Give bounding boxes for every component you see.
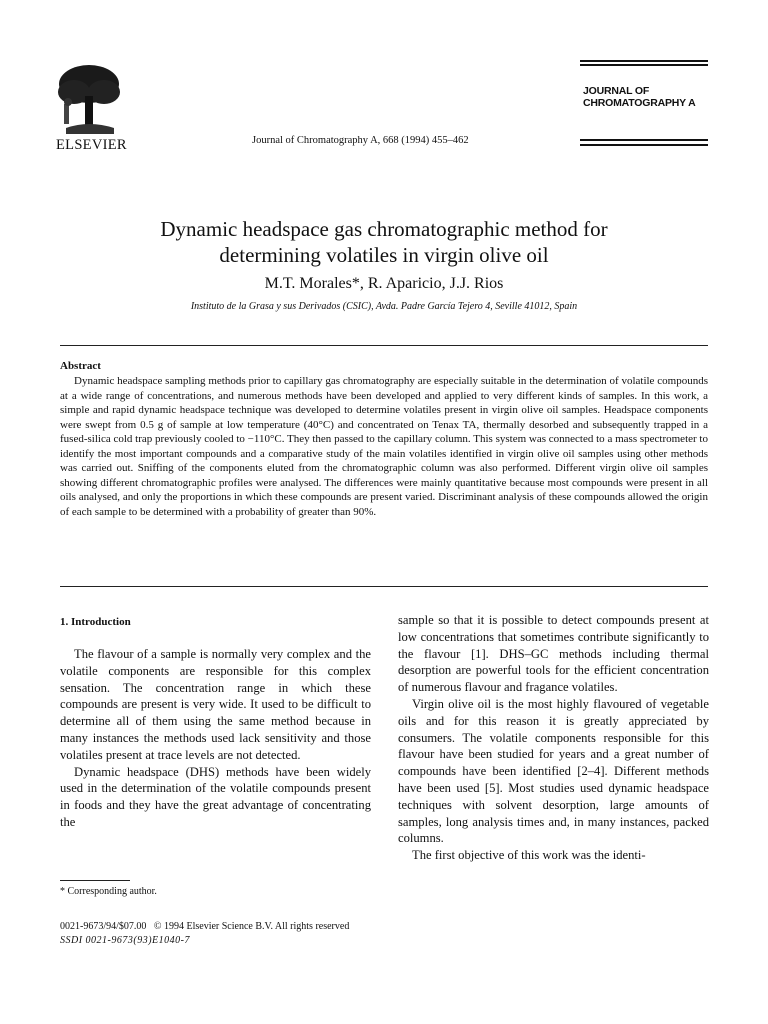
intro-paragraph-1: The flavour of a sample is normally very complex and the volatile components are responsible for this complex sensation. The concentration range in which these compounds are present is very wide. It used to be difficult to determine all of them using the same method because in many instances the methods used lack sensitivity and those volatiles present at trace levels are not detected.	[60, 647, 371, 762]
intro-paragraph-4: The first objective of this work was the identi-	[412, 848, 646, 863]
journal-name-line1: JOURNAL OF	[583, 85, 650, 97]
abstract-top-rule	[60, 345, 708, 346]
intro-paragraph-2-cont: sample so that it is possible to detect compounds present at low concentrations that sometimes contribute significantly to the flavour [1]. DHS–GC methods including thermal desorption are powerful tools for the efficient concentration of numerous flavour and fragance volatiles.	[398, 613, 709, 695]
author-affiliation: Instituto de la Grasa y sus Derivados (CSIC), Avda. Padre García Tejero 4, Seville 41012, Spain	[190, 301, 578, 312]
journal-citation: Journal of Chromatography A, 668 (1994) 455–462	[252, 135, 469, 146]
footnote-rule	[60, 880, 130, 881]
right-column	[398, 612, 709, 864]
article-title	[60, 216, 708, 268]
journal-rule-top	[580, 60, 708, 62]
journal-name-line2: CHROMATOGRAPHY A	[583, 97, 696, 109]
abstract-bottom-rule	[60, 586, 708, 587]
abstract-heading: Abstract	[60, 360, 101, 372]
intro-paragraph-3: Virgin olive oil is the most highly flavoured of vegetable oils and for this reason it is greatly appreciated by consumers. The volatile components responsible for this flavour have been studied for years and a great number of compounds have been identified [2–4]. Different methods have been used [5]. Most studies used dynamic headspace techniques with solvent desorption, large amounts of samples, long analysis times and, in many instances, packed columns.	[398, 696, 709, 846]
journal-rule-bottom-2	[580, 144, 708, 146]
copyright-line: 0021-9673/94/$07.00 © 1994 Elsevier Science B.V. All rights reserved	[60, 921, 350, 932]
publisher-name: ELSEVIER	[56, 137, 127, 153]
article-title-line1: Dynamic headspace gas chromatographic method for	[160, 217, 608, 241]
journal-name	[583, 85, 696, 109]
abstract-body: Dynamic headspace sampling methods prior to capillary gas chromatography are especially suitable in the determination of volatile compounds at a wide range of concentrations, and numerous methods have been developed and applied to very different kinds of samples. In this work, a simple and rapid dynamic headspace technique was developed to determine volatiles present in virgin olive oil samples. Headspace components were swept from 0.5 g of sample at low temperature (40°C) and concentrated on Tenax TA, thermally desorbed and subsequently trapped in a fused-silica cold trap previously cooled to −110°C. They then passed to the capillary column. This system was connected to a mass spectrometer to identify the most important compounds and a comparative study of the main volatiles identified in virgin olive oil samples using other methods was carried out. Sniffing of the components eluted from the chromatographic column was also performed. Different virgin olive oil samples showing different chromatographic profiles were analysed. The differences were mainly quantitative because most compounds were present in all oils analysed, and only the proportions in which these compounds are present varied. Discriminant analysis of these compounds allowed the origin of each sample to be determined with a probability of greater than 90%.	[60, 375, 708, 518]
intro-paragraph-2: Dynamic headspace (DHS) methods have been widely used in the determination of the volatile compounds present in foods and they have the great advantage of concentrating the	[60, 764, 371, 829]
article-title-line2: determining volatiles in virgin olive oil	[219, 243, 549, 267]
journal-rule-bottom	[580, 139, 708, 141]
corresponding-author-footnote: * Corresponding author.	[60, 886, 157, 897]
left-column	[60, 646, 371, 831]
section-heading-introduction: 1. Introduction	[60, 616, 131, 628]
journal-rule-top-2	[580, 64, 708, 66]
ssdi-code: SSDI 0021-9673(93)E1040-7	[60, 935, 190, 946]
elsevier-tree-logo-icon	[56, 62, 122, 136]
article-authors: M.T. Morales*, R. Aparicio, J.J. Rios	[264, 275, 504, 292]
